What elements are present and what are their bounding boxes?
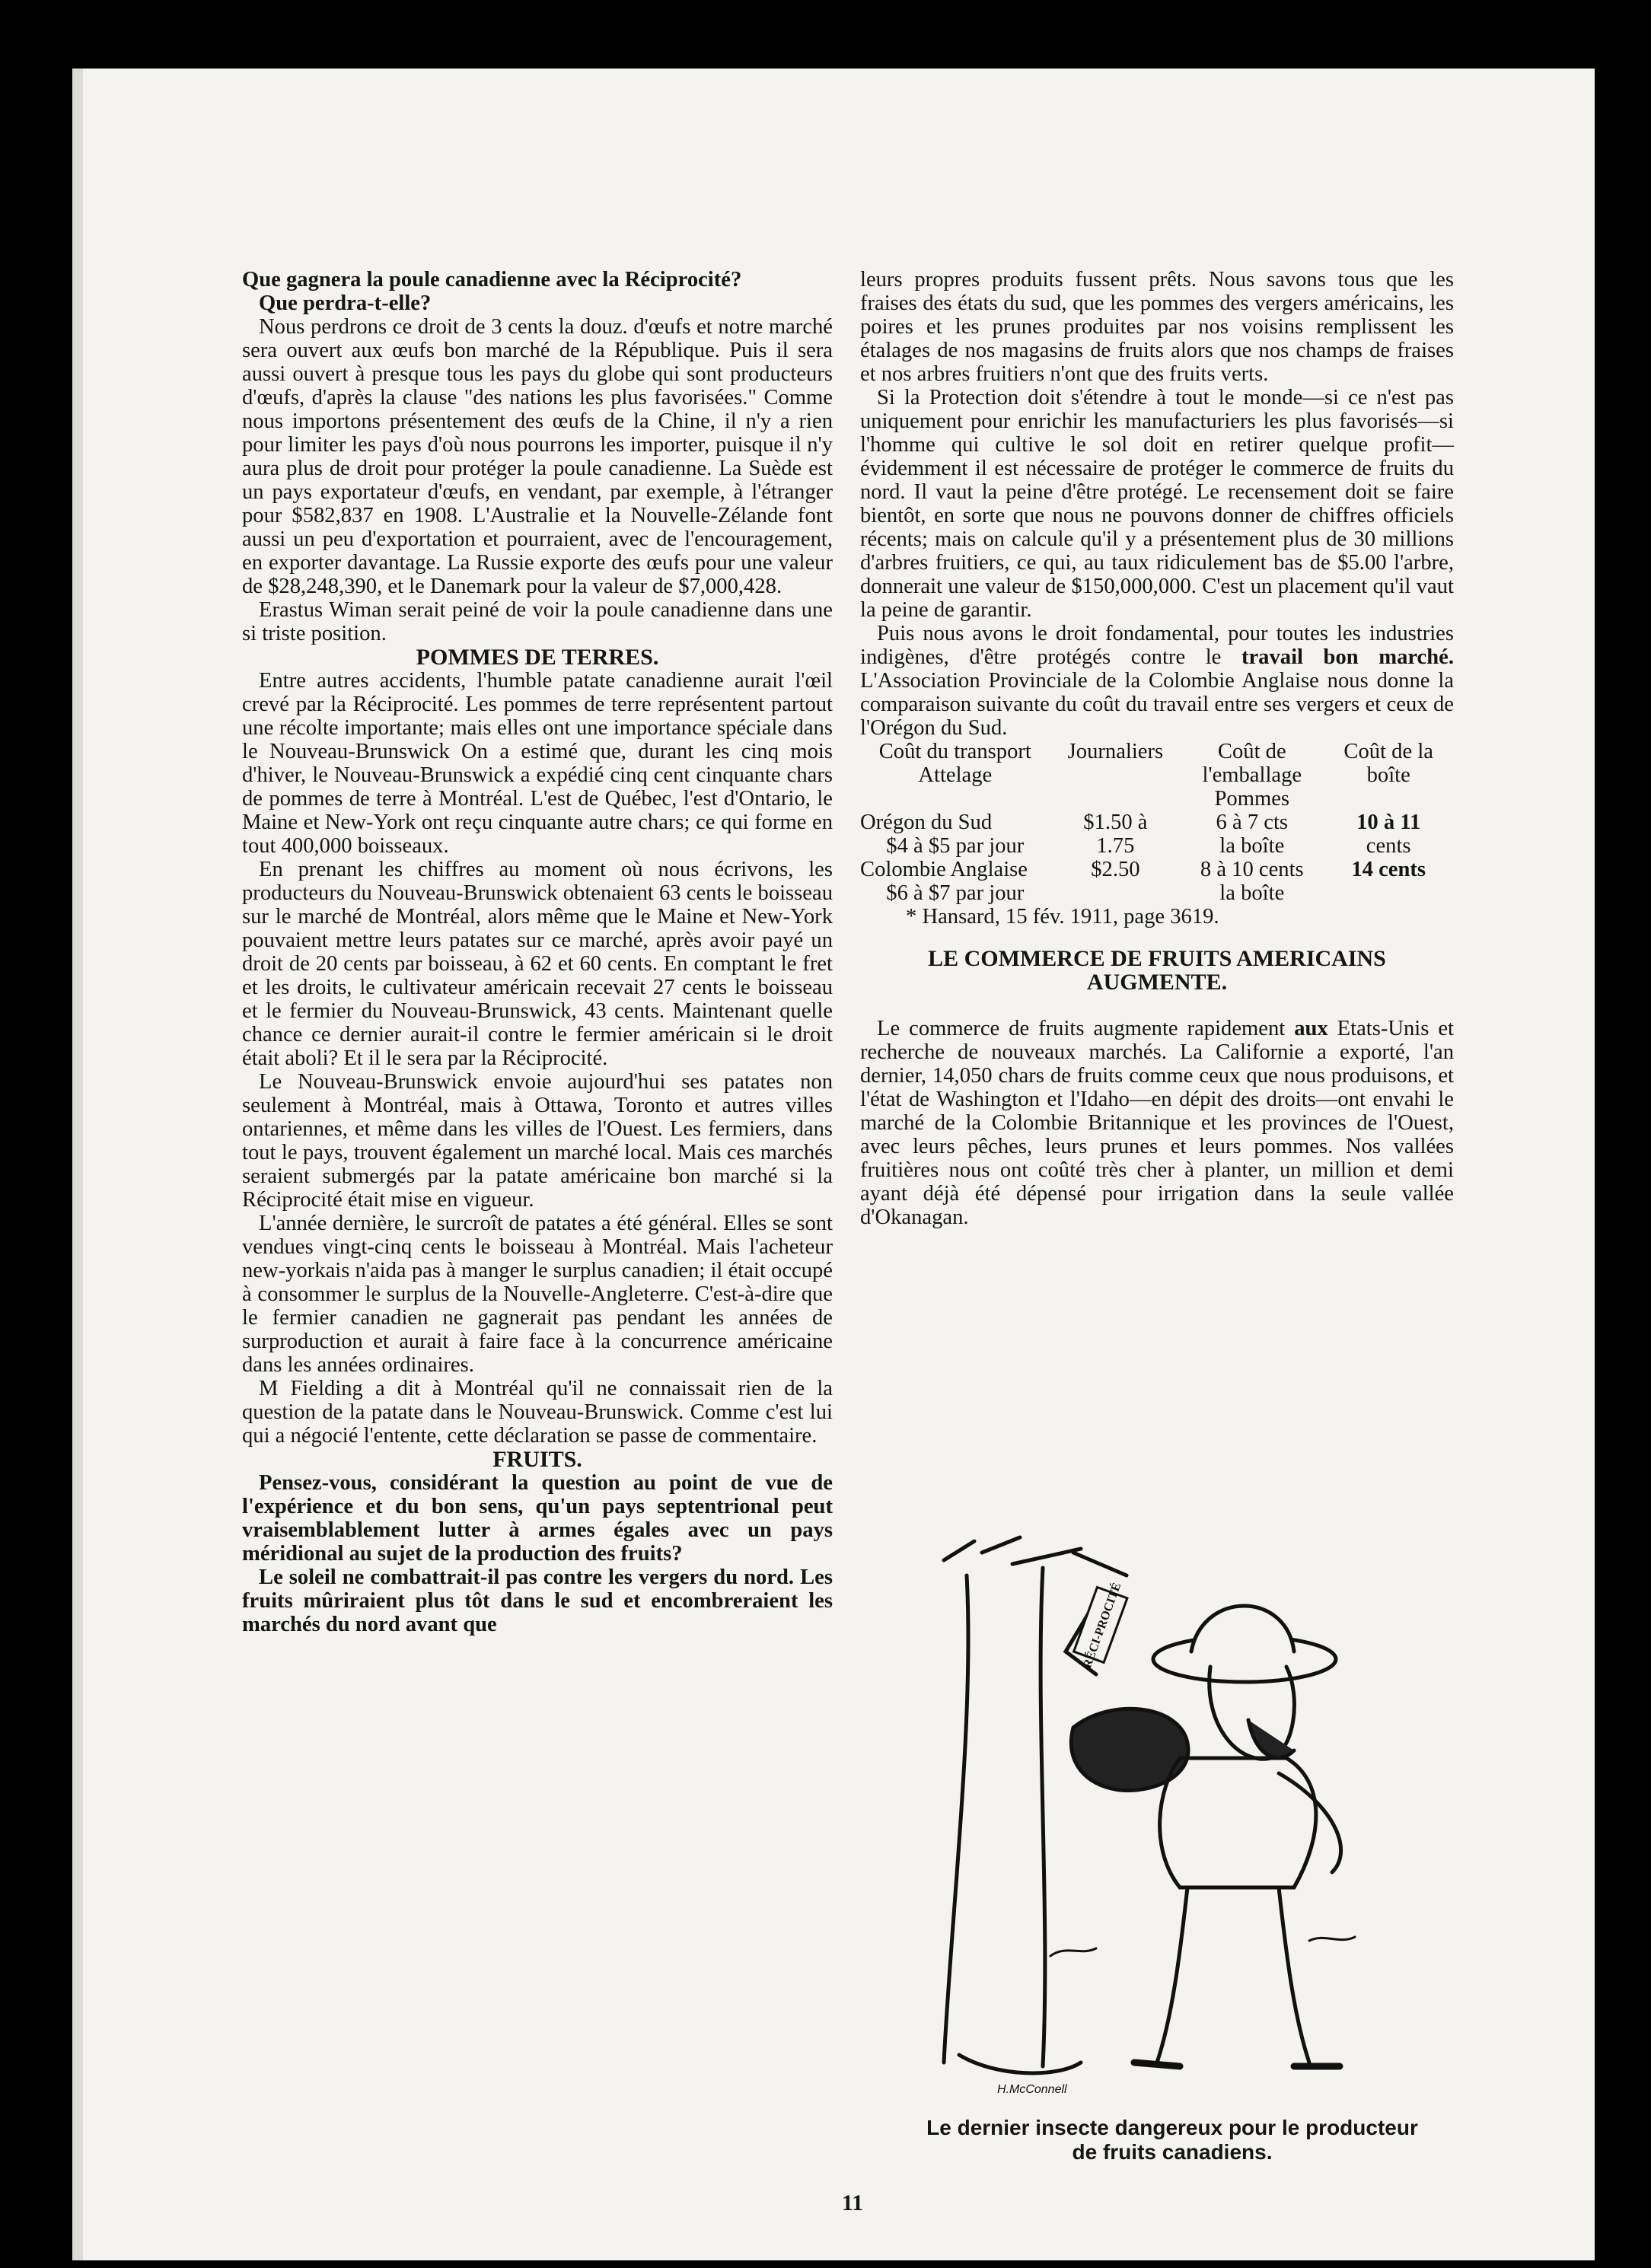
paragraph-fielding: M Fielding a dit à Montréal qu'il ne connaissait rien de la question de la patate dans le Nouveau-Brunswick. Comme c'est lui qui a négocié l'entente, cette déclaration se passe de commentaire.: [242, 1377, 833, 1448]
paragraph-fruits-2: Le soleil ne combattrait-il pas contre les vergers du nord. Les fruits mûriraient plus tôt dans le sud et encombreraient les marchés du nord avant que: [242, 1566, 833, 1636]
paragraph-commerce: Le commerce de fruits augmente rapidement aux Etats-Unis et recherche de nouveaux marchés. La Californie a exporté, l'an dernier, 14,050 chars de fruits comme ceux que nous produisons, et l'état de Washington et l'Idaho—en dépit des droits—ont envahi le marché de la Colombie Britannique et les provinces de l'Ouest, avec leurs pêches, leurs prunes et leurs pommes. Nos vallées fruitières nous ont coûté très cher à planter, un million et demi ayant déjà été dépensé pour irrigation dans la seule vallée d'Okanagan.: [860, 1017, 1454, 1229]
paragraph-wiman: Erastus Wiman serait peiné de voir la poule canadienne dans une si triste position.: [242, 598, 833, 645]
page-edge: [72, 68, 83, 2260]
question-gain: Que gagnera la poule canadienne avec la Réciprocité?: [242, 268, 742, 291]
table-header: [860, 740, 1454, 811]
paragraph-potatoes-2: En prenant les chiffres au moment où nous écrivons, les producteurs du Nouveau-Brunswick obtenaient 63 cents le boisseau sur le marché de Montréal, alors même que le Maine et New-York pouvaient mettre leurs patates sur ce marché, après avoir payé un droit de 20 cents par boisseau, à 62 et 60 cents. En comptant le fret et les droits, le cultivateur américain recevait 27 cents le boisseau et le fermier du Nouveau-Brunswick, 43 cents. Maintenant quelle chance ce dernier aurait-il contre le fermier américain si le droit était aboli? Et il le sera par la Réciprocité.: [242, 858, 833, 1070]
header-labourers: Journaliers: [1067, 740, 1164, 763]
sign-text: RÉCI-PROCITÉ: [1080, 1581, 1124, 1671]
tree-trunk-left: [944, 1575, 968, 2063]
left-column: [242, 268, 833, 1636]
paragraph-fruits-1: Pensez-vous, considérant la question au point de vue de l'expérience et du bon sens, qu'un pays septentrional peut vraisemblablement lutter à armes égales avec un pays méridional au sujet de la production des fruits?: [242, 1471, 833, 1566]
page-number: 11: [841, 2190, 864, 2215]
paragraph-potatoes-1: Entre autres accidents, l'humble patate canadienne aurait l'œil crevé par la Réciprocité. Les pommes de terre représentent partout une récolte importante; mais elles ont une importance spéciale dans le Nouveau-Brunswick On a estimé que, durant les cinq mois d'hiver, le Nouveau-Brunswick a expédié cinq cent cinquante chars de pommes de terre à Montréal. L'est de Québec, l'est d'Ontario, le Maine et New-York ont reçu cinquante autre chars; ce qui forme en tout 400,000 boisseaux.: [242, 669, 833, 858]
heading-potatoes: POMMES DE TERRES.: [416, 645, 659, 670]
cartoon-illustration: [929, 1530, 1401, 2108]
paragraph-potatoes-3: Le Nouveau-Brunswick envoie aujourd'hui ses patates non seulement à Montréal, mais à Ottawa, Toronto et autres villes ontariennes, et même dans les villes de l'Ouest. Les fermiers, dans tout le pays, trouvent également un marché local. Mais ces marchés seraient submergés par la patate américaine bon marché si la Réciprocité était mise en vigueur.: [242, 1070, 833, 1212]
table-row: $4 à $5 par jour 1.75 la boîte cents: [886, 834, 1411, 858]
tree-roots: [959, 2055, 1081, 2073]
legs: [1157, 1887, 1309, 2063]
table-row: Colombie Anglaise $2.50 8 à 10 cents 14 cents: [860, 858, 1426, 881]
question-lose: Que perdra-t-elle?: [259, 291, 432, 315]
header-transport: Coût du transport Attelage: [878, 740, 1031, 787]
header-packing: Coût de l'emballage Pommes: [1202, 740, 1302, 811]
boots: [1134, 2063, 1340, 2066]
paragraph-labour: Puis nous avons le droit fondamental, pour toutes les industries indigènes, d'être protégés contre le travail bon marché. L'Association Provinciale de la Colombie Anglaise nous donne la comparaison suivante du coût du travail entre ses vergers et ceux de l'Orégon du Sud.: [860, 622, 1454, 740]
paragraph-eggs: Nous perdrons ce droit de 3 cents la douz. d'œufs et notre marché sera ouvert aux œufs bon marché de la République. Puis il sera aussi ouvert à presque tous les pays du globe qui sont producteurs d'œufs, d'après la clause "des nations les plus favorisées." Comme nous importons présentement des œufs de la Chine, il n'y a rien pour limiter les pays d'où nous pourrons les importer, puisque il n'y aura plus de droit pour protéger la poule canadienne. La Suède est un pays exportateur d'œufs, en vendant, par exemple, à l'étranger pour $582,837 en 1908. L'Australie et la Nouvelle-Zélande font aussi un peu d'exportation et pourraient, avec de l'encouragement, en exporter davantage. La Russie exporte des œufs pour une valeur de $28,248,390, et le Danemark pour la valeur de $7,000,428.: [242, 315, 833, 598]
paragraph-potatoes-4: L'année dernière, le surcroît de patates a été général. Elles se sont vendues vingt-cinq cents le boisseau à Montréal. Mais l'acheteur new-yorkais n'aida pas à manger le surplus canadien; il était occupé à consommer le surplus de la Nouvelle-Angleterre. C'est-à-dire que le fermier canadien ne gagnerait pas pendant les années de surproduction et aurait à faire face à la concurrence américaine dans les années ordinaires.: [242, 1212, 833, 1377]
jacket: [1160, 1758, 1316, 1887]
heading-fruits: FRUITS.: [492, 1447, 582, 1472]
header-box: Coût de la boîte: [1343, 740, 1433, 787]
grass: [1050, 1937, 1355, 1956]
right-column: [860, 268, 1454, 1229]
heading-commerce: LE COMMERCE DE FRUITS AMERICAINS AUGMENTE.: [928, 946, 1386, 995]
tree-trunk-right: [1041, 1568, 1045, 2066]
paragraph-protection: Si la Protection doit s'étendre à tout le monde—si ce n'est pas uniquement pour enrichir les manufacturiers les plus favorisés—si l'homme qui cultive le sol doit en retirer quelque profit—évidemment il est nécessaire de protéger le commerce de fruits du nord. Il vaut la peine d'être protégé. Le recensement doit se faire bientôt, en sorte que nous ne pouvons donner de chiffres officiels récents; mais on calcule qu'il y a présentement plus de 30 millions d'arbres fruitiers, ce qui, au taux ridiculement bas de $5.00 l'arbre, donnerait une valeur de $150,000,000. C'est un placement qu'il vaut la peine de garantir.: [860, 386, 1454, 622]
labour-cost-table: [860, 740, 1454, 905]
table-row: $6 à $7 par jour la boîte: [886, 881, 1285, 905]
table-row: Orégon du Sud $1.50 à 6 à 7 cts 10 à 11: [860, 811, 1421, 834]
artist-signature: H.McConnell: [997, 2083, 1067, 2096]
hat-crown: [1191, 1606, 1294, 1652]
hansard-reference: * Hansard, 15 fév. 1911, page 3619.: [906, 905, 1219, 929]
branches: [944, 1537, 1127, 1575]
paragraph-continued: leurs propres produits fussent prêts. Nous savons tous que les fraises des états du sud, que les pommes des vergers américains, les poires et les prunes produites par nos voisins remplissent les étalages de nos magasins de fruits alors que nos champs de fraises et nos arbres fruitiers n'ont que des fruits verts.: [860, 268, 1454, 386]
cartoon-caption: Le dernier insecte dangereux pour le producteur de fruits canadiens.: [926, 2116, 1418, 2164]
